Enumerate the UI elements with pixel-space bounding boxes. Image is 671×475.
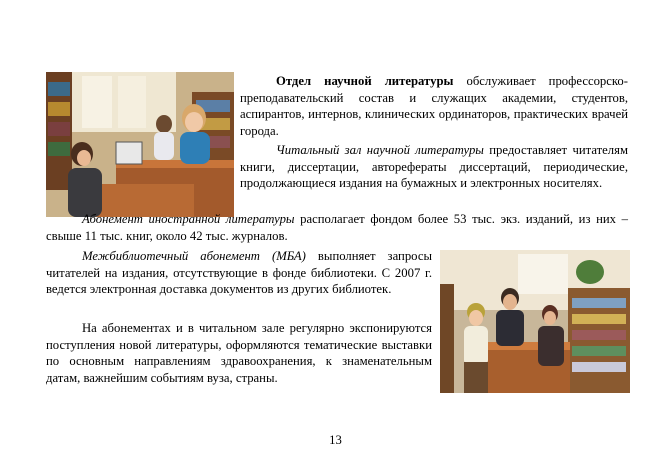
reading-room-photo-art	[46, 72, 234, 217]
subscription-desk-photo-art	[440, 250, 630, 393]
subscription-desk-photo	[440, 250, 630, 393]
foreign-subscription-name: Абонемент иностранной литературы	[82, 212, 295, 226]
department-name: Отдел научной литературы	[276, 74, 454, 88]
paragraph-interlibrary-loan	[46, 248, 432, 298]
paragraph-exhibitions	[46, 320, 432, 386]
paragraph-text: выполняет запросы читателей на издания, отсутствующие в фонде библиотеки. С 2007 г. ведется электронная доставка документов из других библиотек.	[46, 249, 432, 297]
paragraph-scientific-literature-department	[240, 73, 628, 139]
paragraph-reading-room	[240, 142, 628, 192]
paragraph-text: предоставляет читателям книги, диссертации, авторефераты диссертаций, периодические, продолжающиеся издания на бумажных и электронных носителях.	[240, 143, 628, 191]
reading-room-photo	[46, 72, 234, 217]
paragraph-text: На абонементах и в читальном зале регулярно экспонируются поступления новой литературы, оформляются тематические выставки по основным направлениям здравоохранения, к знаменательным датам, важнейшим событиям вуза, страны.	[46, 321, 432, 385]
page-number: 13	[329, 433, 342, 447]
interlibrary-loan-name: Межбиблиотечный абонемент (МБА)	[82, 249, 306, 263]
reading-room-name: Читальный зал научной литературы	[276, 143, 484, 157]
paragraph-foreign-literature	[46, 211, 628, 244]
paragraph-text: обслуживает профессорско-преподавательский состав и служащих академии, студентов, аспирантов, интернов, клинических ординаторов, практических врачей города.	[240, 74, 628, 138]
paragraph-text: располагает фондом более 53 тыс. экз. изданий, из них – свыше 11 тыс. книг, около 42 тыс. журналов.	[46, 212, 628, 243]
